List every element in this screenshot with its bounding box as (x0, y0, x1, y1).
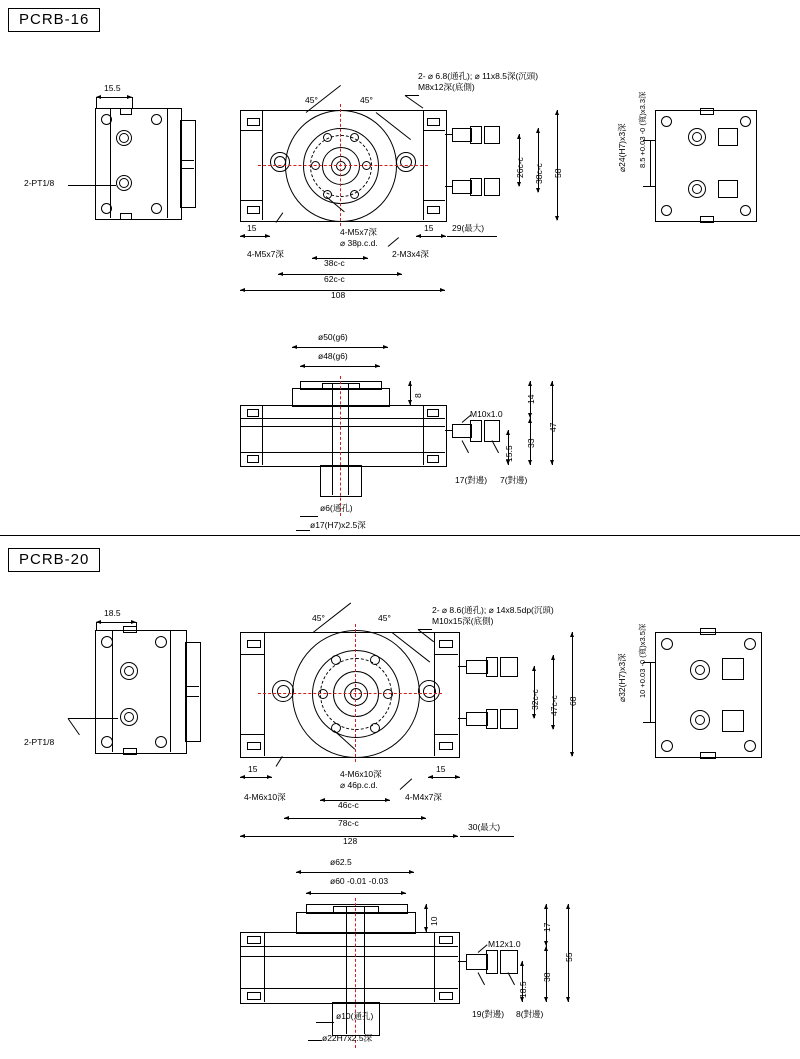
callout20-4m4: 4-M4x7深 (405, 792, 442, 802)
dim16-38cc: 38c-c (324, 258, 345, 268)
dim16-15b: 15 (424, 223, 434, 233)
note-2-pt18: 2-PT1/8 (24, 178, 55, 188)
callout-pcd: ⌀ 38p.c.d. (340, 238, 378, 248)
dim20-15b: 15 (436, 764, 446, 774)
dim20-15a: 15 (248, 764, 258, 774)
dim20-d10thru: ø10(通孔) (336, 1011, 374, 1021)
dim16-d6thru: ø6(通孔) (320, 503, 353, 513)
dim16-29max: 29(最大) (452, 223, 485, 233)
dim16-keyway: 8.5 +0.03 -0 (寬)x3.3深 (638, 91, 647, 168)
dim16-62cc: 62c-c (324, 274, 345, 284)
callout-4m5x7-a: 4-M5x7深 (340, 227, 377, 237)
dim20-68: 68 (568, 696, 578, 706)
dim16-15a: 15 (247, 223, 257, 233)
dim16-d48g6: ø48(g6) (318, 351, 348, 361)
callout-4m5x7-b: 4-M5x7深 (247, 249, 284, 259)
dim16-108: 108 (331, 290, 346, 300)
note20-2-pt18: 2-PT1/8 (24, 737, 55, 747)
dim20-d32h7: ⌀32(H7)x3深 (617, 653, 627, 702)
callout20-thruhole-2: M10x15深(底側) (432, 616, 494, 626)
callout20-thruhole-1: 2- ⌀ 8.6(通孔); ⌀ 14x8.5dp(沉頭) (432, 605, 554, 615)
dim20-keyway: 10 +0.03 -0 (寬)x3.5深 (638, 623, 647, 698)
dim20-m12x1: M12x1.0 (488, 939, 521, 949)
dim16-15-5: 15.5 (504, 445, 514, 462)
dim16-8: 8 (413, 393, 423, 398)
dim16-d50g6: ø50(g6) (318, 332, 348, 342)
dim20-19flat: 19(對邊) (472, 1009, 505, 1019)
dim20-38: 38 (542, 972, 552, 982)
dim20-47cc: 47c-c (549, 695, 559, 716)
dim20-46cc: 46c-c (338, 800, 359, 810)
model-tag-pcrb-16: PCRB-16 (8, 8, 100, 32)
dim16-58: 58 (553, 168, 563, 178)
dim20-55: 55 (564, 952, 574, 962)
drawing-sheet: PCRB-16 15.5 2-PT1/8 45° 45° 2- ⌀ 6.8(通孔); ⌀ 11x8.5深(沉頭) M8x12深(底側) 4-M5x7深 ⌀ 38p.c.d. 4-M5x7深 2-M3x4深 15 15 29(最大) 38c-c 62c-c 108 26c-c 38c-c 58 ⌀24(H7)x3深 8.5 +0.03 -0 (寬)x3.3深 ø50(g6) ø48(g6) M10x1.0 17(對邊) 7(對邊) 8 14 33 47 15.5 ø6(通孔) ø17(H7)x2.5深 PCRB-20 18.5 2-PT1/8 45° 45° 2- ⌀ 8.6(通孔); ⌀ 14x8.5dp(沉頭) M10x15深(底側) 4-M6x10深 ⌀ 46p.c.d. 4-M6x10深 4-M4x7深 15 15 30(最大) 46c-c 78c-c 128 32c-c 47c-c 68 ⌀32(H7)x3深 10 +0.03 -0 (寬)x3.5深 ø62.5 ø60 -0.01 -0.03 M12x1.0 19(對邊) 8(對邊) 10 17 38 55 18.5 ø10(通孔) ø22H7x2.5深 (0, 0, 800, 1059)
dim16-38cc-v: 38c-c (534, 163, 544, 184)
dim16-d24h7: ⌀24(H7)x3深 (617, 123, 627, 172)
dim20-128: 128 (343, 836, 358, 846)
dim16-d17h7: ø17(H7)x2.5深 (310, 520, 366, 530)
model-tag-pcrb-20: PCRB-20 (8, 548, 100, 572)
dim16-47: 47 (548, 422, 558, 432)
dim16-17flat: 17(對邊) (455, 475, 488, 485)
dim20-8flat: 8(對邊) (516, 1009, 544, 1019)
dim16-26cc: 26c-c (515, 157, 525, 178)
callout-thruhole-2: M8x12深(底側) (418, 82, 475, 92)
callout20-4m6-a: 4-M6x10深 (340, 769, 382, 779)
dim20-78cc: 78c-c (338, 818, 359, 828)
dim20-18-5: 18.5 (104, 608, 121, 618)
dim16-33: 33 (526, 438, 536, 448)
callout20-4m6-b: 4-M6x10深 (244, 792, 286, 802)
dim20-d60: ø60 -0.01 -0.03 (330, 876, 389, 886)
callout-2m3x4: 2-M3x4深 (392, 249, 429, 259)
dim16-7flat: 7(對邊) (500, 475, 528, 485)
dim-15-5: 15.5 (104, 83, 121, 93)
callout20-pcd: ⌀ 46p.c.d. (340, 780, 378, 790)
dim20-30max: 30(最大) (468, 822, 501, 832)
dim20-17: 17 (542, 922, 552, 932)
dim20-18-5b: 18.5 (518, 981, 528, 998)
dim16-m10x1: M10x1.0 (470, 409, 503, 419)
dim20-d62-5: ø62.5 (330, 857, 352, 867)
callout-thruhole-1: 2- ⌀ 6.8(通孔); ⌀ 11x8.5深(沉頭) (418, 71, 539, 81)
dim16-14: 14 (526, 394, 536, 404)
dim20-32cc: 32c-c (530, 689, 540, 710)
dim20-d22h7: ø22H7x2.5深 (322, 1033, 373, 1043)
dim20-10: 10 (429, 916, 439, 926)
